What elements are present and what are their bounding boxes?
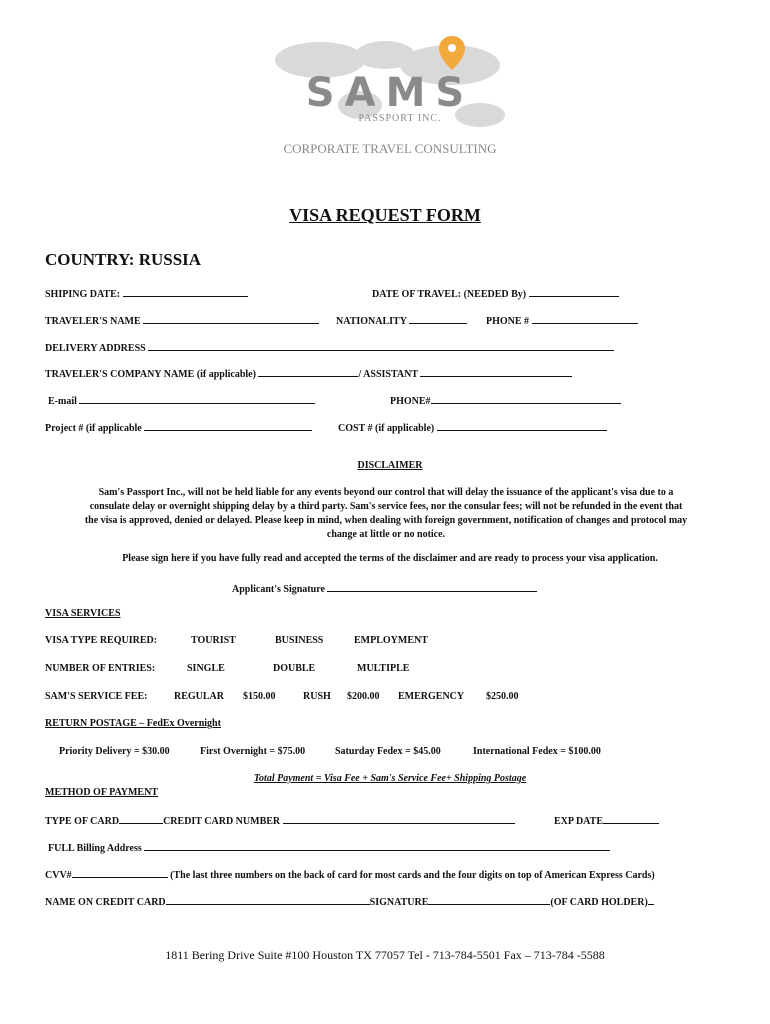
signature-label: SIGNATURE	[369, 897, 429, 908]
card-number-label: CREDIT CARD NUMBER	[163, 816, 281, 827]
entries-single[interactable]: SINGLE	[187, 663, 225, 674]
shipping-date-field[interactable]	[45, 286, 248, 300]
disclaimer-line: Sam's Passport Inc., will not be held liable for any events beyond our control that will delay the issuance of the applicant's visa due to a	[98, 487, 674, 498]
delivery-address-label: DELIVERY ADDRESS	[45, 343, 146, 354]
shipping-date-label: SHIPING DATE:	[45, 289, 121, 300]
cvv-label: CVV#	[45, 870, 72, 881]
traveler-name-field[interactable]	[45, 313, 319, 327]
cvv-field[interactable]	[45, 867, 655, 881]
country-label: COUNTRY: RUSSIA	[45, 250, 202, 269]
disclaimer-heading: DISCLAIMER	[357, 460, 423, 471]
visa-type-tourist[interactable]: TOURIST	[191, 635, 236, 646]
email-field[interactable]	[48, 393, 315, 407]
fee-regular-price: $150.00	[243, 691, 276, 702]
date-of-travel-label: DATE OF TRAVEL: (NEEDED By)	[372, 289, 527, 300]
cost-field[interactable]	[338, 420, 607, 434]
project-field[interactable]	[45, 420, 312, 434]
sign-note: Please sign here if you have fully read and accepted the terms of the disclaimer and are ready to process your visa application.	[122, 553, 658, 564]
visa-services-heading: VISA SERVICES	[45, 608, 121, 619]
email-label: E-mail	[48, 396, 77, 407]
applicant-signature-label: Applicant's Signature	[232, 584, 325, 595]
postage-priority[interactable]: Priority Delivery = $30.00	[59, 746, 170, 757]
total-payment-note: Total Payment = Visa Fee + Sam's Service Fee+ Shipping Postage	[253, 773, 527, 784]
payment-heading: METHOD OF PAYMENT	[45, 787, 158, 798]
project-label: Project # (if applicable	[45, 423, 142, 434]
card-holder-label: (OF CARD HOLDER)	[550, 897, 648, 908]
phone-label: PHONE #	[486, 316, 530, 327]
nationality-label: NATIONALITY	[336, 316, 407, 327]
billing-address-label: FULL Billing Address	[48, 843, 142, 854]
cost-label: COST # (if applicable)	[338, 423, 435, 434]
postage-saturday[interactable]: Saturday Fedex = $45.00	[335, 746, 441, 757]
visa-type-employment[interactable]: EMPLOYMENT	[354, 635, 428, 646]
fee-regular[interactable]: REGULAR	[174, 691, 225, 702]
entries-label: NUMBER OF ENTRIES:	[45, 663, 156, 674]
footer-address: 1811 Bering Drive Suite #100 Houston TX 77057 Tel - 713-784-5501 Fax – 713-784 -5588	[165, 948, 605, 962]
phone-field[interactable]	[486, 313, 638, 327]
company-name-label: TRAVELER'S COMPANY NAME (if applicable)	[45, 369, 256, 380]
postage-first-overnight[interactable]: First Overnight = $75.00	[200, 746, 306, 757]
disclaimer-text	[40, 486, 732, 542]
delivery-address-field[interactable]	[45, 340, 614, 354]
postage-international[interactable]: International Fedex = $100.00	[473, 746, 601, 757]
name-on-card-label: NAME ON CREDIT CARD	[45, 897, 166, 908]
sams-passport-logo	[250, 30, 530, 165]
type-of-card-label: TYPE OF CARD	[45, 816, 120, 827]
visa-type-business[interactable]: BUSINESS	[275, 635, 324, 646]
entries-double[interactable]: DOUBLE	[273, 663, 316, 674]
logo-sub: PASSPORT INC.	[358, 113, 442, 124]
logo-brand: SAMS	[305, 70, 475, 116]
logo-tagline: CORPORATE TRAVEL CONSULTING	[283, 141, 497, 156]
disclaimer-line: change at little or no notice.	[326, 529, 446, 540]
date-of-travel-field[interactable]	[372, 286, 619, 300]
fee-rush-price: $200.00	[347, 691, 380, 702]
company-name-field[interactable]	[45, 366, 572, 380]
disclaimer-line: consulate delay or overnight shipping delay by a third party. Sam's service fees, nor the consular fees; will not be refunded in the event that	[89, 501, 683, 512]
assistant-label: / ASSISTANT	[358, 369, 418, 380]
entries-multiple[interactable]: MULTIPLE	[357, 663, 410, 674]
phone2-field[interactable]	[390, 393, 621, 407]
billing-address-field[interactable]	[48, 840, 610, 854]
cvv-note: (The last three numbers on the back of card for most cards and the four digits on top of American Express Cards)	[170, 870, 655, 881]
fee-emergency[interactable]: EMERGENCY	[398, 691, 465, 702]
form-title: VISA REQUEST FORM	[289, 205, 481, 225]
fee-rush[interactable]: RUSH	[303, 691, 331, 702]
exp-date-label: EXP DATE	[554, 816, 603, 827]
disclaimer-line: the visa is approved, denied or delayed. Please keep in mind, when dealing with foreign government, notification of changes and protocol may	[84, 515, 688, 526]
visa-type-label: VISA TYPE REQUIRED:	[45, 635, 158, 646]
service-fee-label: SAM'S SERVICE FEE:	[45, 691, 148, 702]
exp-date-field[interactable]	[554, 813, 659, 827]
traveler-name-label: TRAVELER'S NAME	[45, 316, 141, 327]
nationality-field[interactable]	[336, 313, 467, 327]
phone2-label: PHONE#	[390, 396, 431, 407]
applicant-signature-field[interactable]	[232, 581, 537, 595]
card-row[interactable]	[45, 813, 515, 827]
fee-emergency-price: $250.00	[486, 691, 519, 702]
card-holder-row[interactable]	[45, 894, 654, 908]
postage-heading: RETURN POSTAGE – FedEx Overnight	[45, 718, 221, 729]
